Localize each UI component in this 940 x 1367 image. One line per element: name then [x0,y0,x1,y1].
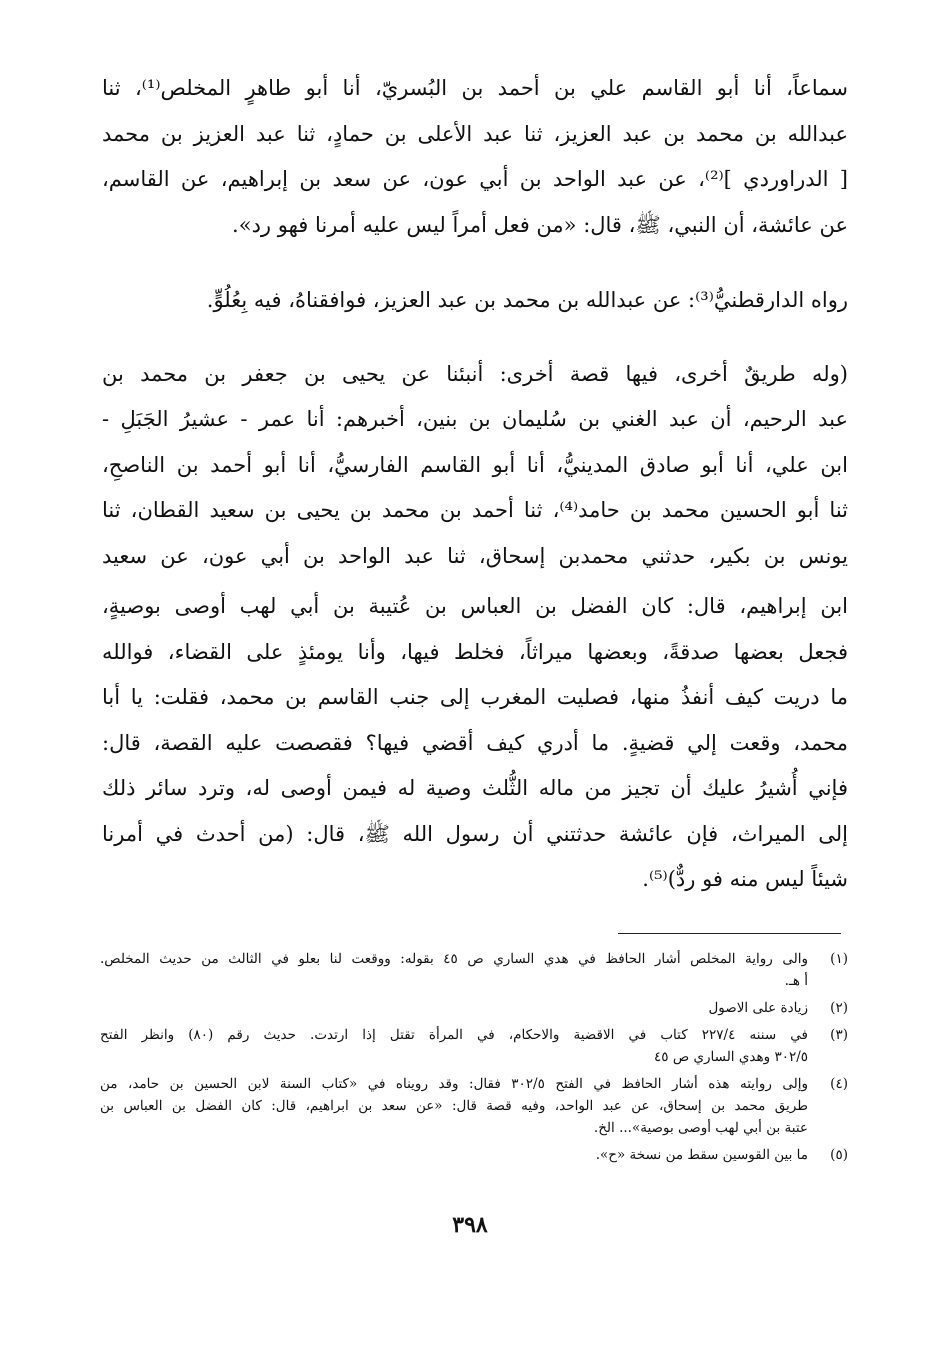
footnote-number: (٤) [830,1076,848,1092]
footnote-number: (٢) [830,1000,848,1016]
footnote-4 [100,1073,848,1139]
footnote-text [100,1144,808,1166]
text-line: شيئاً ليس منه فو ردٌّ)⁽⁵⁾. [642,867,848,891]
text-line: سماعاً، أنا أبو القاسم علي بن أحمد بن البُسريّ، أنا أبو طاهرٍ المخلص⁽¹⁾، ثنا [102,76,848,100]
text-line: عن عائشة، أن النبي، ﷺ، قال: «من فعل أمراً ليس عليه أمرنا فهو رد». [232,212,848,237]
footnote-number: (١) [830,951,848,967]
footnote-3 [100,1024,848,1068]
text-line: رواه الدارقطنيُّ⁽³⁾: عن عبدالله بن محمد بن عبد العزيز، فوافقناهُ، فيه بِعُلُوٍّ. [206,288,848,312]
text-line: ما دريت كيف أنفذُ منها، فصليت المغرب إلى جنب القاسم بن محمد، فقلت: يا أبا [102,685,848,709]
text-line: فإني أُشيرُ عليك أن تجيز من ماله الثُّلث وصية له فيمن أوصى له، وترد سائر ذلك [102,776,848,800]
footnotes [100,948,848,1171]
footnote-2 [100,997,848,1019]
paragraph-1 [102,66,848,248]
footnote-line: طريق محمد بن إسحاق، عن عبد الواحد، وفيه قصة قال: «عن سعد بن ابراهيم، قال: كان الفضل بن العباس بن [100,1098,808,1114]
footnote-text [100,1073,808,1139]
footnote-line: ٣٠٢/٥ وهدي الساري ص ٤٥ [654,1049,808,1065]
footnote-line: في سننه ٢٢٧/٤ كتاب في الاقضية والاحكام، في المرأة تقتل إذا ارتدت. حديث رقم (٨٠) وانظر الفتح [100,1027,808,1043]
footnote-line: عتبة بن أبي لهب أوصى بوصية»... الخ. [593,1120,808,1136]
footnote-text [100,948,808,992]
footnote-1 [100,948,848,992]
paragraph-4 [102,584,848,903]
footnote-number: (٣) [830,1027,848,1043]
footnote-separator [618,933,841,934]
text-line: إلى الميراث، فإن عائشة حدثتني أن رسول الله ﷺ، قال: (من أحدث في أمرنا [102,821,848,846]
footnote-line: والى رواية المخلص أشار الحافظ في هدي الساري ص ٤٥ بقوله: ووقعت لنا بعلو في الثالث من حديث المخلص. [100,951,808,967]
paragraph-2 [102,278,848,324]
text-line: عبد الرحيم، أن عبد الغني بن سُليمان بن بنين، أخبرهم: أنا عمر - عشيرُ الجَبَلِ - [102,407,848,431]
footnote-line: زيادة على الاصول [708,1000,808,1016]
text-line: يونس بن بكير، حدثني محمدبن إسحاق، ثنا عبد الواحد بن أبي عون، عن سعيد [102,543,848,568]
paragraph-3 [102,352,848,580]
text-line: (وله طريقٌ أخرى، فيها قصة أخرى: أنبئنا عن يحيى بن جعفر بن محمد بن [102,361,848,386]
footnote-line: وإلى روايته هذه أشار الحافظ في الفتح ٣٠٢/٥ فقال: وقد رويناه في «كتاب السنة لابن الحسين بن حامد، من [100,1076,808,1092]
text-line: ابن إبراهيم، قال: كان الفضل بن العباس بن عُتيبة بن أبي لهب أوصى بوصيةٍ، [102,594,848,618]
footnote-5 [100,1144,848,1166]
text-line: [ الدراوردي ]⁽²⁾، عن عبد الواحد بن أبي عون، عن سعد بن إبراهيم، عن القاسم، [102,167,848,191]
footnote-text [100,1024,808,1068]
footnote-line: أ هـ. [784,973,808,989]
text-line: ثنا أبو الحسين محمد بن حامد⁽⁴⁾، ثنا أحمد بن محمد بن يحيى بن سعيد القطان، ثنا [102,498,849,522]
main-text [102,66,848,903]
page-number: ٣٩٨ [452,1212,488,1238]
footnote-text [100,997,808,1019]
text-line: محمد، وقعت إلي قضيةٍ. ما أدري كيف أقضي فيها؟ فقصصت عليه القصة، قال: [102,730,848,755]
text-line: ابن علي، أنا أبو صادق المدينيُّ، أنا أبو القاسم الفارسيُّ، أنا أبو أحمد بن الناصحِ، [102,452,848,477]
text-line: فجعل بعضها صدقةً، وبعضها ميراثاً، فخلط فيها، وأنا يومئذٍ على القضاء، فوالله [102,639,848,664]
text-line: عبدالله بن محمد بن عبد العزيز، ثنا عبد الأعلى بن حمادٍ، ثنا عبد العزيز بن محمد [102,121,848,146]
footnote-line: ما بين القوسين سقط من نسخة «ح». [595,1147,808,1163]
footnote-number: (٥) [830,1147,848,1163]
